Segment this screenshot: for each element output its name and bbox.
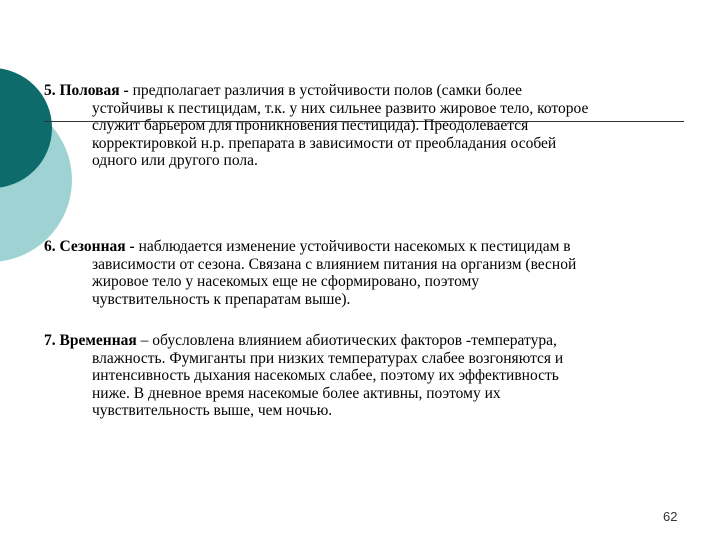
paragraph-7-line-1: [44, 332, 684, 350]
paragraph-5-line-3: служит барьером для проникновения пестицида). Преодолевается: [92, 117, 529, 134]
paragraph-5-lead: 5. Половая: [44, 82, 120, 99]
paragraph-7: [44, 332, 684, 420]
paragraph-5-line-5: одного или другого пола.: [92, 152, 258, 169]
paragraph-7-lead: 7. Временная: [44, 332, 137, 349]
paragraph-5-text: предполагает различия в устойчивости полов (самки более: [128, 82, 523, 99]
paragraph-6-line-2: зависимости от сезона. Связана с влиянием питания на организм (весной: [92, 255, 577, 273]
paragraph-6-line-3: жировое тело у насекомых еще не сформировано, поэтому: [92, 273, 480, 290]
paragraph-6-dash: -: [125, 238, 135, 255]
paragraph-6-text: наблюдается изменение устойчивости насекомых к пестицидам в: [134, 238, 571, 255]
paragraph-6-line-4: чувствительность к препаратам выше).: [92, 290, 351, 308]
paragraph-5-line-1: [44, 82, 684, 100]
paragraph-5-dash: -: [119, 82, 129, 99]
paragraph-6-lead: 6. Сезонная: [44, 238, 126, 255]
paragraph-5: [44, 82, 684, 170]
paragraph-7-line-4: ниже. В дневное время насекомые более активны, поэтому их: [92, 384, 501, 402]
paragraph-5-line-4: корректировкой н.р. препарата в зависимости от преобладания особей: [92, 134, 557, 152]
page-number: 62: [663, 509, 678, 524]
paragraph-7-text: обусловлена влиянием абиотических факторов -температура,: [148, 332, 557, 349]
paragraph-6: [44, 238, 684, 308]
paragraph-5-line-2: устойчивы к пестицидам, т.к. у них сильнее развито жировое тело, которое: [92, 99, 589, 117]
paragraph-6-line-1: [44, 238, 684, 256]
paragraph-7-line-2: влажность. Фумиганты при низких температурах слабее возгоняются и: [92, 349, 564, 367]
paragraph-7-line-3: интенсивность дыхания насекомых слабее, поэтому их эффективность: [92, 367, 559, 384]
paragraph-7-line-5: чувствительность выше, чем ночью.: [92, 402, 333, 419]
paragraph-7-dash: –: [136, 332, 149, 349]
